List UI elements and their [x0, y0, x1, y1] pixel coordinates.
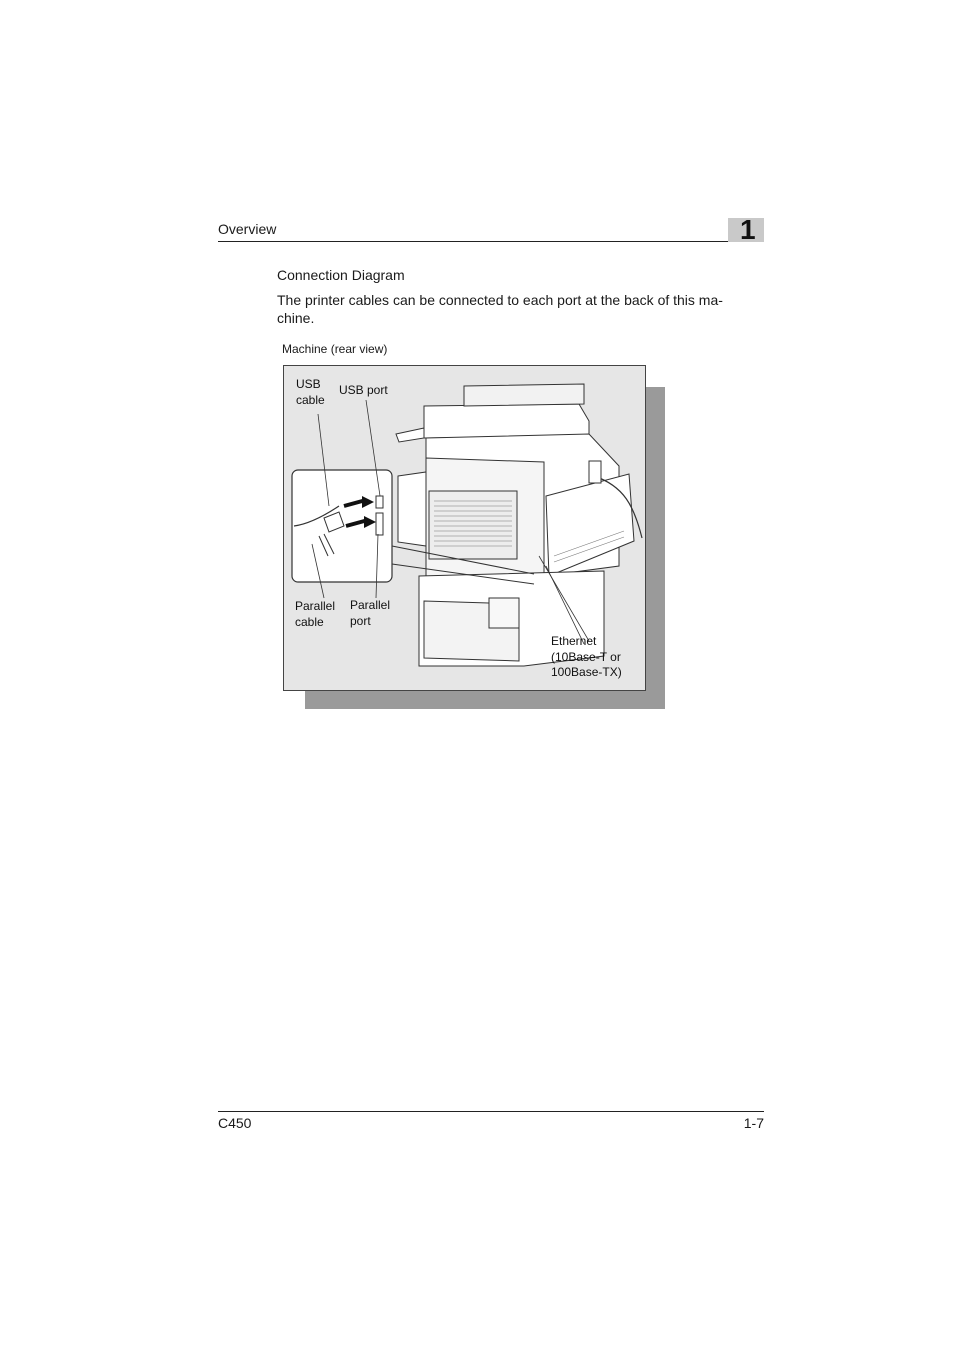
usb-cable-label — [296, 377, 325, 408]
parallel-port-label — [350, 598, 390, 629]
ethernet-label-line-1: Ethernet — [551, 634, 597, 648]
parallel-cable-label-line-2: cable — [295, 614, 324, 629]
ethernet-label-line-3: 100Base-TX) — [551, 665, 622, 679]
ethernet-label — [551, 634, 622, 681]
parallel-port-label-line-2: port — [350, 613, 371, 628]
running-header-title: Overview — [218, 221, 277, 237]
body-line-2: chine. — [277, 310, 315, 326]
ethernet-label-line-2: (10Base-T or — [551, 649, 621, 664]
header-rule — [218, 241, 764, 242]
usb-cable-label-line-2: cable — [296, 392, 325, 407]
section-heading: Connection Diagram — [277, 267, 405, 283]
parallel-port-label-line-1: Parallel — [350, 598, 391, 612]
parallel-cable-label — [295, 599, 335, 630]
parallel-cable-label-line-1: Parallel — [295, 599, 336, 613]
usb-port-label: USB port — [339, 383, 388, 397]
body-paragraph — [277, 291, 747, 327]
footer-rule — [218, 1111, 764, 1112]
usb-cable-label-line-1: USB — [296, 377, 321, 391]
figure-caption: Machine (rear view) — [282, 342, 388, 356]
footer-page-number: 1-7 — [743, 1115, 764, 1131]
chapter-number: 1 — [740, 214, 756, 245]
body-line-1: The printer cables can be connected to each port at the back of this ma- — [277, 292, 723, 308]
footer-model: C450 — [218, 1115, 252, 1131]
connection-diagram-figure — [283, 365, 646, 691]
